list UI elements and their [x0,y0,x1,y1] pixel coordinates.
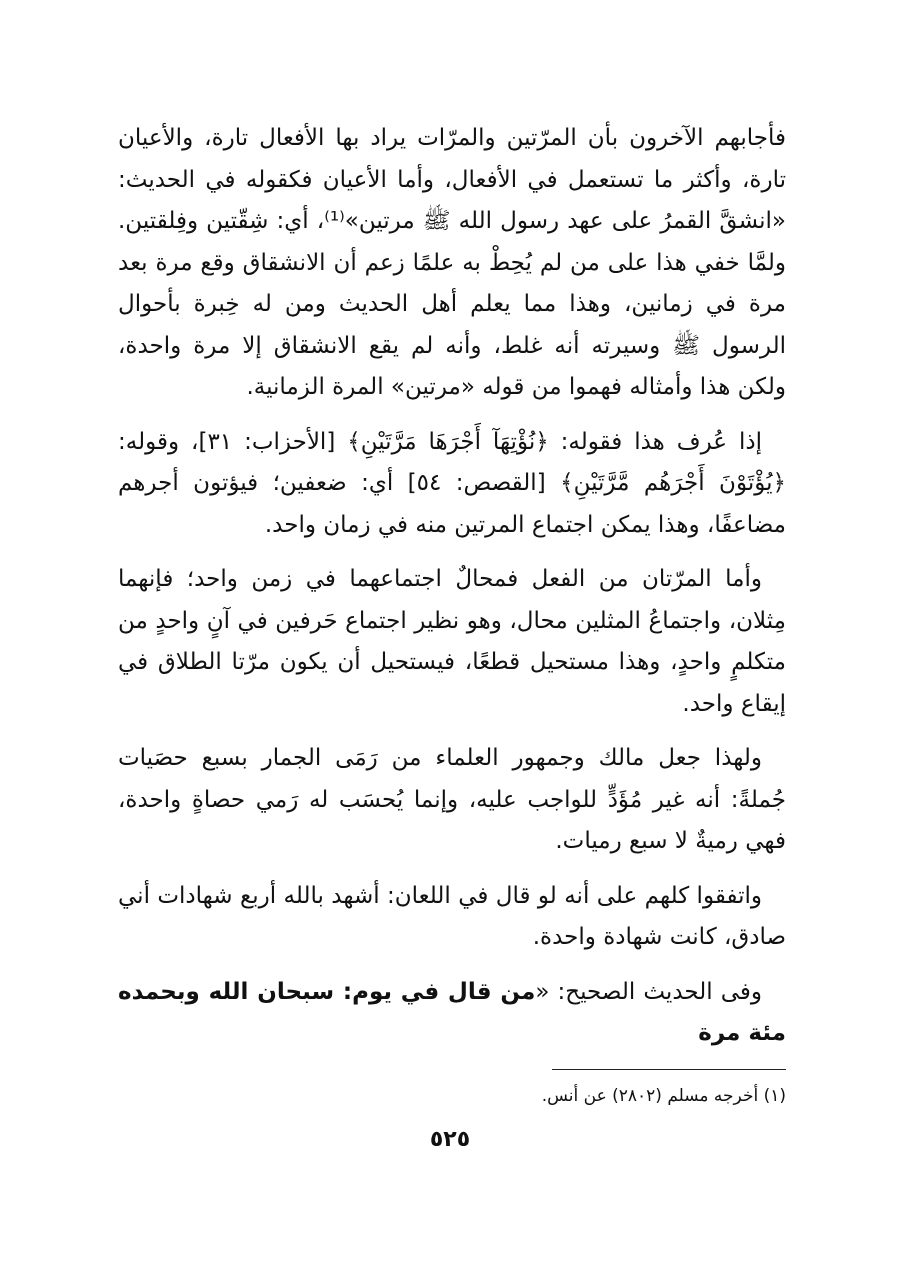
paragraph-5: واتفقوا كلهم على أنه لو قال في اللعان: أشهد بالله أربع شهادات أني صادق، كانت شهادة واحدة. [118,882,786,950]
paragraph-6-lead: وفى الحديث الصحيح: « [535,978,763,1005]
page-body [118,118,786,1068]
paragraph-4: ولهذا جعل مالك وجمهور العلماء من رَمَى الجمار بسبع حصَيات جُملةً: أنه غير مُؤَدٍّ للواجب عليه، وإنما يُحسَب له رَمي حصاةٍ واحدة، فهي رميةٌ لا سبع رميات. [118,745,786,854]
footnote: (١) أخرجه مسلم (٢٨٠٢) عن أنس. [541,1086,786,1106]
footnote-separator [552,1069,786,1070]
page-number: ٥٢٥ [429,1127,471,1152]
paragraph-1: فأجابهم الآخرون بأن المرّتين والمرّات يراد بها الأفعال تارة، والأعيان تارة، وأكثر ما تستعمل في الأفعال، وأما الأعيان فكقوله في الحديث: «انشقَّ القمرُ على عهد رسول الله ﷺ مرتين»⁽¹⁾، أي: شِقّتين وفِلقتين. ولمَّا خفي هذا على من لم يُحِطْ به علمًا زعم أن الانشقاق وقع مرة بعد مرة في زمانين، وهذا مما يعلم أهل الحديث ومن له خِبرة بأحوال الرسول ﷺ وسيرته أنه غلط، وأنه لم يقع الانشقاق إلا مرة واحدة، ولكن هذا وأمثاله فهموا من قوله «مرتين» المرة الزمانية. [118,125,786,400]
paragraph-6 [118,972,786,1055]
paragraph-2: إذا عُرف هذا فقوله: ﴿نُؤْتِهَآ أَجْرَهَا مَرَّتَيْنِ﴾ [الأحزاب: ٣١]، وقوله: ﴿يُؤْتَوْنَ أَجْرَهُم مَّرَّتَيْنِ﴾ [القصص: ٥٤] أي: ضعفين؛ فيؤتون أجرهم مضاعفًا، وهذا يمكن اجتماع المرتين منه في زمان واحد. [118,428,786,538]
paragraph-6-bold-quote: من قال في يوم: سبحان الله وبحمده مئة مرة [118,978,786,1046]
paragraph-3: وأما المرّتان من الفعل فمحالٌ اجتماعهما في زمن واحد؛ فإنهما مِثلان، واجتماعُ المثلين محال، وهو نظير اجتماع حَرفين في آنٍ واحدٍ من متكلمٍ واحدٍ، وهذا مستحيل قطعًا، فيستحيل أن يكون مرّتا الطلاق في إيقاع واحد. [118,566,786,717]
